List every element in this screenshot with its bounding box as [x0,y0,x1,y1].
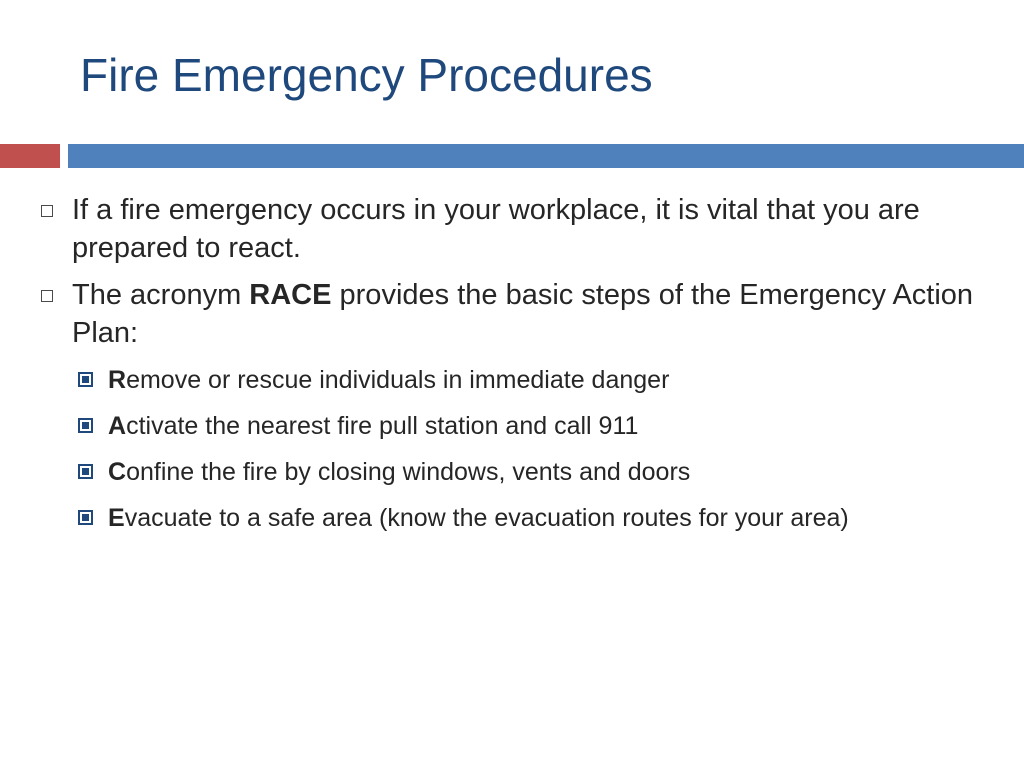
bullet-text: If a fire emergency occurs in your workplace, it is vital that you are prepared to react. [72,194,920,264]
race-step-evacuate [38,501,988,535]
hollow-square-icon [41,205,53,217]
race-step-activate [38,409,988,443]
title-rule-accent-blue [68,144,1024,168]
filled-square-icon [78,510,93,525]
step-text: vacuate to a safe area (know the evacuation routes for your area) [124,503,849,532]
race-step-remove [38,363,988,397]
race-step-confine [38,455,988,489]
hollow-square-icon [41,290,53,302]
filled-square-icon [78,464,93,479]
step-text: onfine the fire by closing windows, vents and doors [126,457,691,486]
race-steps-list [38,363,988,535]
race-acronym: RACE [249,279,332,312]
bullet-item-race [38,277,988,352]
step-letter: C [108,457,127,486]
step-letter: R [108,365,127,394]
bullet-text-after: provides the basic steps of the Emergency Action Plan: [72,279,974,350]
page-title: Fire Emergency Procedures [80,49,653,101]
step-text: ctivate the nearest fire pull station and call 911 [126,411,639,440]
step-letter: E [108,503,125,532]
title-rule-accent-red [0,144,60,168]
slide-body [38,192,988,547]
filled-square-icon [78,372,93,387]
filled-square-icon [78,418,93,433]
step-letter: A [108,411,127,440]
bullet-item-prepared [38,192,988,267]
step-text: emove or rescue individuals in immediate danger [126,365,670,394]
bullet-text-before: The acronym [72,279,250,312]
